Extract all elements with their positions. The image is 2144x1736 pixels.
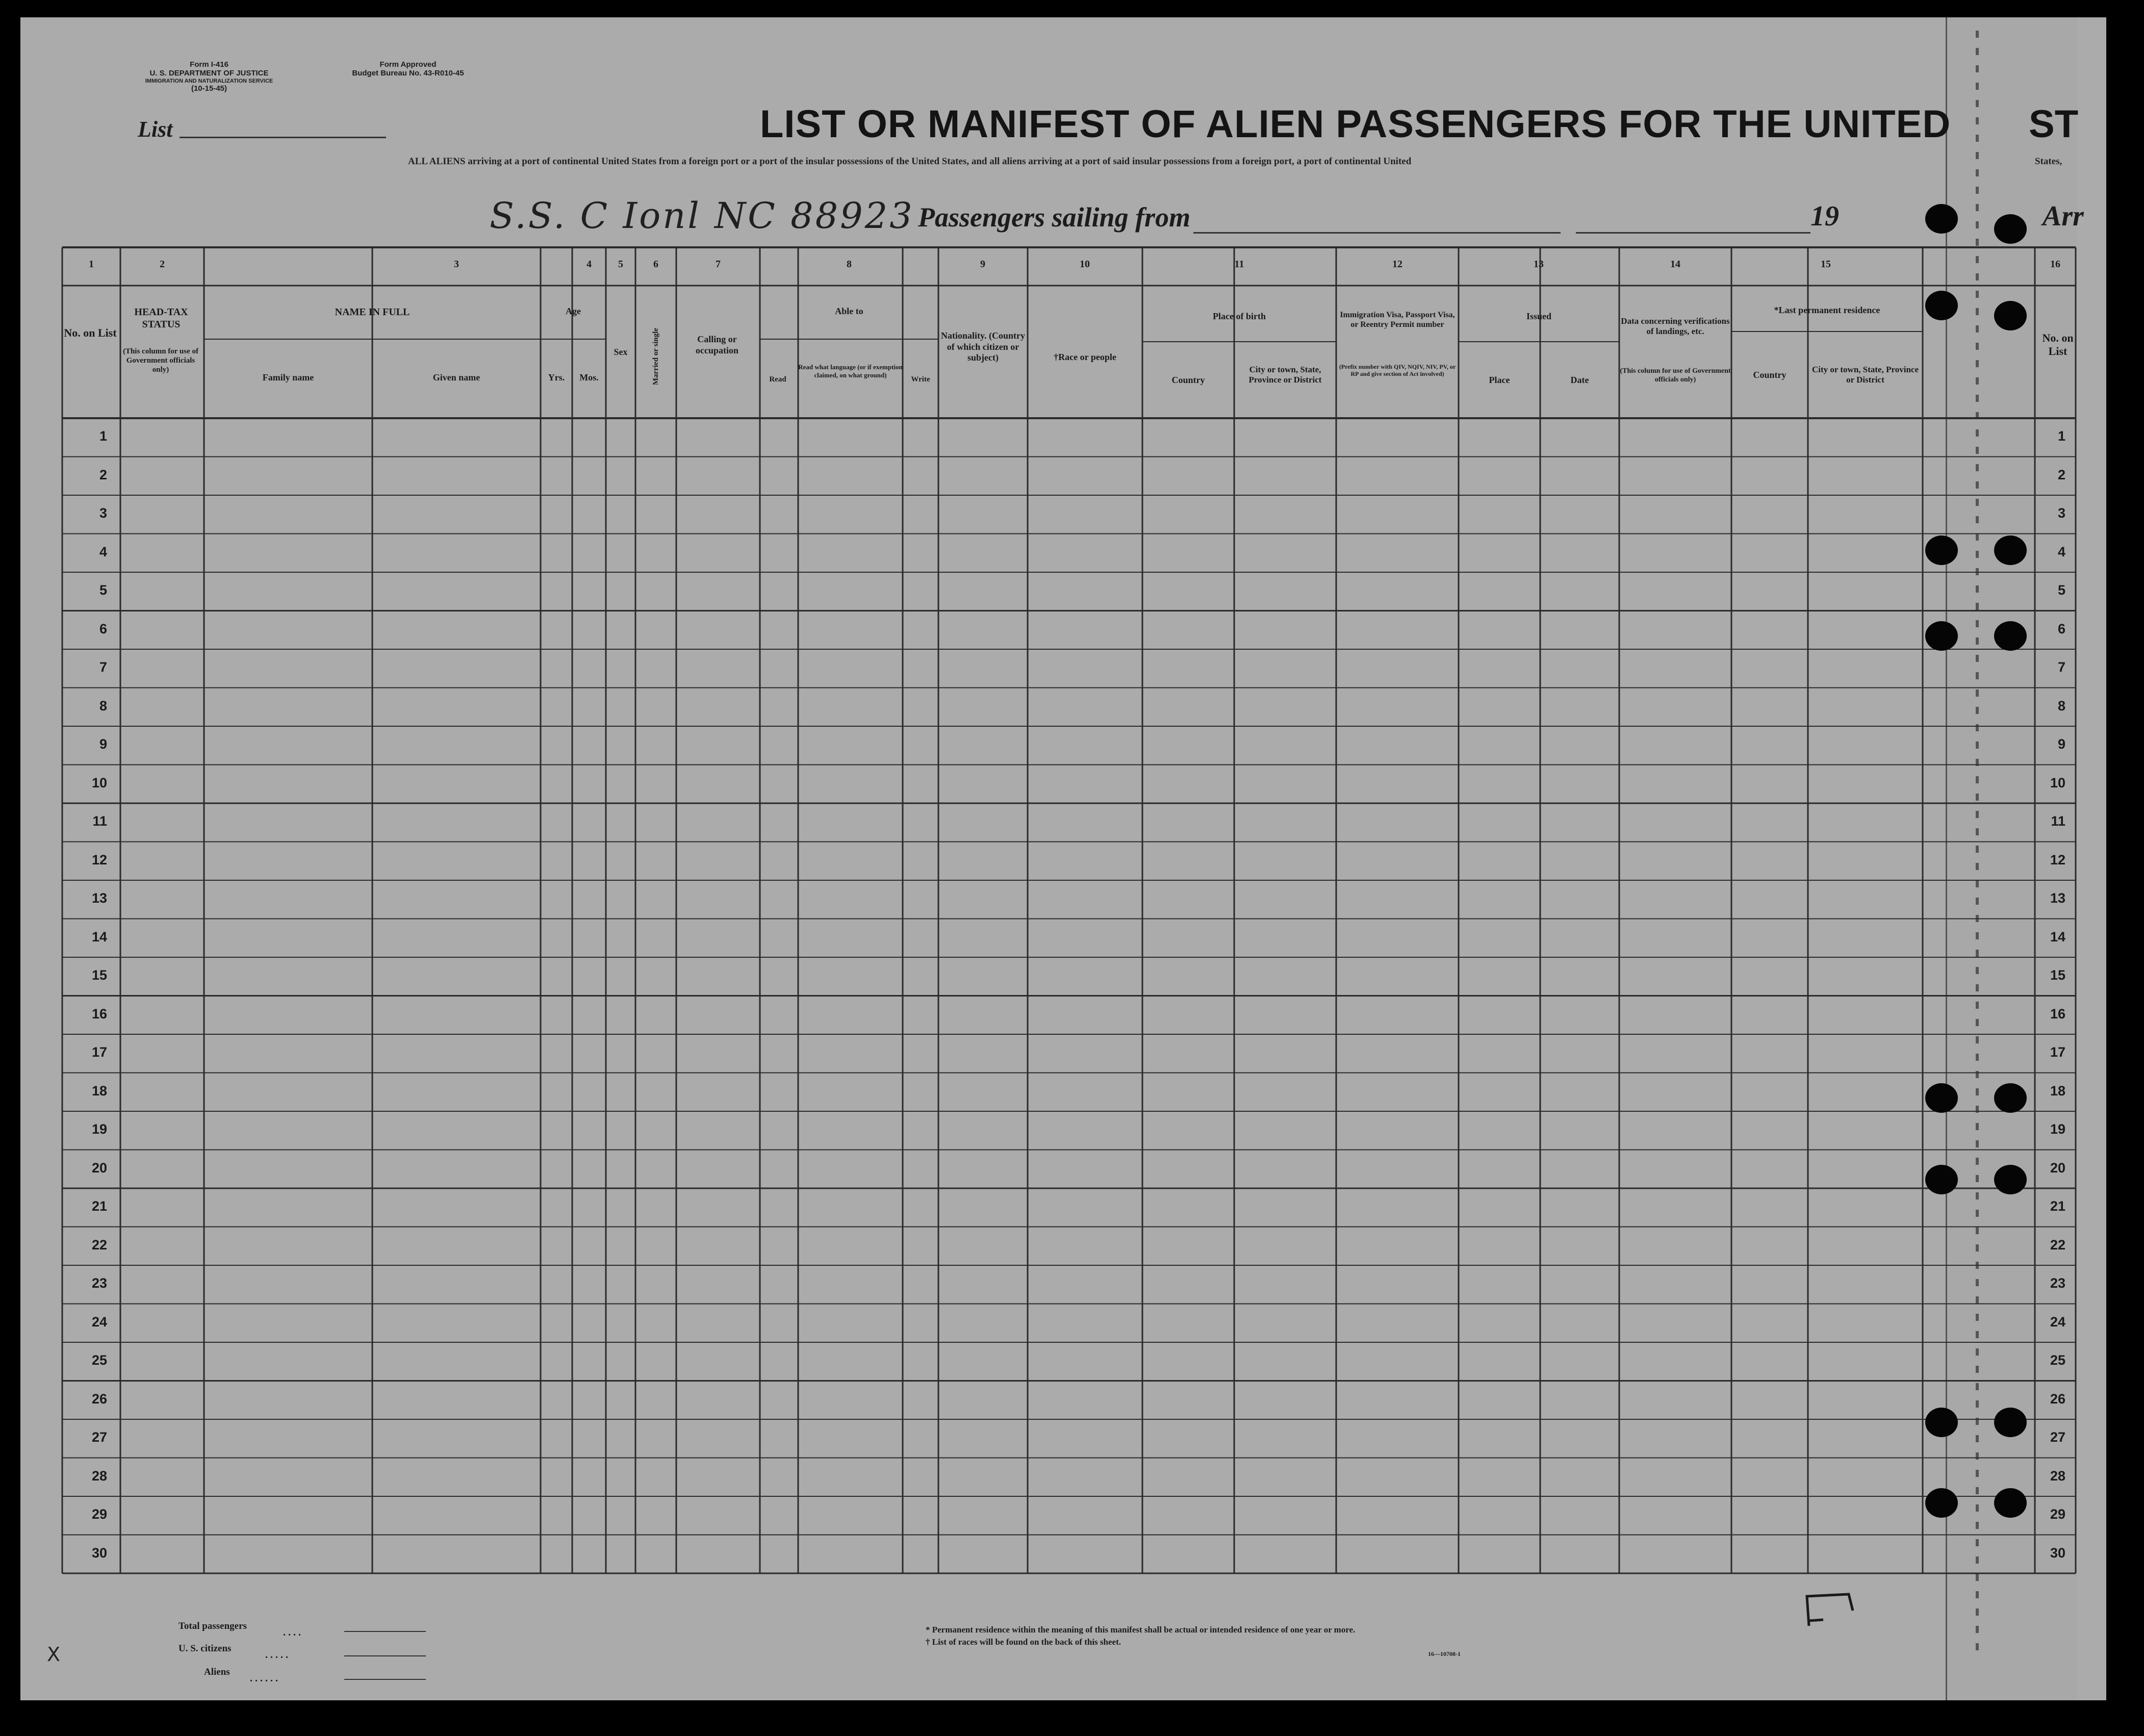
- row-number: 10: [91, 775, 107, 790]
- leader-dots: . . . . .: [265, 1649, 288, 1661]
- row-number: 14: [91, 929, 107, 944]
- row-number-right: 8: [2057, 698, 2065, 713]
- note-permanent-residence: * Permanent residence within the meaning of this manifest shall be actual or intended residence of one year or more.: [926, 1625, 1356, 1635]
- column-number: 10: [1080, 259, 1090, 270]
- row-number: 7: [99, 659, 107, 675]
- header-issued-date: Date: [1570, 375, 1589, 385]
- service-name: IMMIGRATION AND NATURALIZATION SERVICE: [145, 78, 273, 84]
- punch-hole: [1994, 301, 2027, 330]
- punch-hole: [1994, 1408, 2027, 1437]
- row-number-right: 25: [2050, 1352, 2065, 1368]
- header-family-name: Family name: [262, 372, 314, 382]
- row-number-right: 6: [2057, 621, 2065, 636]
- row-number: 15: [91, 967, 107, 983]
- margin-mark: X: [47, 1643, 61, 1666]
- column-number: 4: [586, 259, 592, 270]
- row-number-right: 24: [2050, 1314, 2065, 1330]
- header-given-name: Given name: [432, 372, 480, 382]
- handwritten-mark: [1803, 1590, 1864, 1631]
- us-citizens-label: U. S. citizens: [178, 1643, 232, 1654]
- row-number: 20: [91, 1160, 107, 1176]
- header-birth-country: Country: [1171, 375, 1205, 385]
- row-number-right: 2: [2057, 467, 2065, 482]
- row-number-right: 7: [2057, 659, 2065, 675]
- row-number-right: 27: [2050, 1429, 2065, 1445]
- header-birth-city: City or town, State, Province or District: [1248, 365, 1322, 385]
- row-number: 19: [91, 1121, 107, 1137]
- note-races: † List of races will be found on the back of this sheet.: [926, 1637, 1121, 1647]
- row-number: 30: [91, 1545, 107, 1561]
- row-number-right: 12: [2050, 852, 2065, 867]
- department-name: U. S. DEPARTMENT OF JUSTICE: [149, 69, 269, 78]
- row-number-right: 26: [2050, 1391, 2065, 1407]
- row-number-right: 17: [2050, 1044, 2065, 1060]
- header-visa: Immigration Visa, Passport Visa, or Reentry Permit number: [1340, 311, 1455, 329]
- punch-hole: [1994, 214, 2027, 244]
- header-write: Write: [911, 375, 930, 384]
- arriving-label: Arr: [2043, 200, 2084, 232]
- header-place-of-birth: Place of birth: [1213, 311, 1266, 321]
- punch-hole: [1925, 1488, 1958, 1518]
- row-number-right: 29: [2050, 1507, 2065, 1522]
- row-number-right: 20: [2050, 1160, 2065, 1176]
- header-age: Age: [566, 306, 581, 316]
- row-number: 6: [99, 621, 107, 636]
- row-number-right: 9: [2057, 736, 2065, 752]
- header-no-on-list: No. on List: [64, 326, 117, 339]
- row-number: 18: [91, 1083, 107, 1099]
- row-number: 26: [91, 1391, 107, 1407]
- row-number-right: 21: [2050, 1198, 2065, 1214]
- row-number-right: 16: [2050, 1006, 2065, 1022]
- row-number-right: 11: [2051, 813, 2065, 829]
- punch-hole: [1994, 1165, 2027, 1194]
- row-number: 28: [91, 1468, 107, 1484]
- column-number: 11: [1234, 259, 1244, 270]
- year-label: 19: [1810, 200, 1839, 232]
- column-number: 8: [847, 259, 852, 270]
- print-code: 16—10708-1: [1428, 1650, 1461, 1657]
- header-married-single: Married or single: [652, 327, 660, 386]
- punch-hole: [1994, 621, 2027, 651]
- budget-number: Budget Bureau No. 43-R010-45: [352, 69, 464, 78]
- column-number: 13: [1534, 259, 1544, 270]
- page-title-continued: ST: [2029, 103, 2079, 146]
- punch-hole: [1925, 535, 1958, 565]
- row-number: 24: [91, 1314, 107, 1330]
- approval-text: Form Approved: [379, 60, 437, 69]
- row-number: 16: [91, 1006, 107, 1022]
- column-number: 1: [89, 259, 94, 270]
- aliens-field[interactable]: [344, 1679, 426, 1680]
- row-number: 8: [99, 698, 107, 713]
- row-number-right: 10: [2050, 775, 2065, 790]
- punch-hole: [1925, 204, 1958, 234]
- column-number: 16: [2050, 259, 2060, 270]
- header-read: Read: [769, 375, 786, 384]
- row-number-right: 3: [2057, 505, 2065, 521]
- column-number: 5: [618, 259, 623, 270]
- header-issued: Issued: [1526, 311, 1552, 321]
- header-yrs: Yrs.: [548, 372, 565, 382]
- row-number-right: 1: [2057, 428, 2065, 444]
- column-number: 15: [1821, 259, 1831, 270]
- row-number: 5: [99, 582, 107, 598]
- column-number: 7: [716, 259, 721, 270]
- row-number: 12: [91, 852, 107, 867]
- total-passengers-field[interactable]: [344, 1631, 426, 1632]
- column-number: 3: [454, 259, 459, 270]
- header-landings: Data concerning verifications of landings, etc.: [1621, 316, 1730, 337]
- header-mos: Mos.: [579, 372, 599, 382]
- row-number: 25: [91, 1352, 107, 1368]
- header-name-in-full: NAME IN FULL: [335, 307, 410, 318]
- header-visa-note: (Prefix number with QIV, NQIV, NIV, PV, or RP and give section of Act involved): [1339, 363, 1456, 378]
- leader-dots: . . . . . .: [250, 1673, 278, 1684]
- column-number: 14: [1670, 259, 1680, 270]
- header-nationality: Nationality. (Country of which citizen or subject): [940, 330, 1025, 363]
- header-able-to: Able to: [835, 306, 863, 316]
- column-number: 6: [653, 259, 658, 270]
- total-passengers-label: Total passengers: [178, 1621, 247, 1631]
- row-number-right: 13: [2050, 890, 2065, 906]
- header-residence-city: City or town, State, Province or District: [1811, 365, 1919, 385]
- punch-hole: [1925, 1165, 1958, 1194]
- ship-name-handwritten: S.S. C Ionl NC 88923: [490, 195, 914, 237]
- row-number-right: 30: [2050, 1545, 2065, 1561]
- header-calling: Calling or occupation: [695, 334, 738, 355]
- title-subline: ALL ALIENS arriving at a port of continental United States from a foreign port or a port of the insular possessions of the United States, and all aliens arriving at a port of said insular possessions from a foreign port, a port of continental United: [408, 156, 1412, 167]
- aliens-label: Aliens: [204, 1667, 230, 1677]
- list-label: List: [138, 117, 173, 142]
- header-head-tax-note: (This column for use of Government officials only): [122, 347, 199, 374]
- header-head-tax: HEAD-TAX STATUS: [134, 307, 188, 330]
- punch-hole: [1925, 621, 1958, 651]
- punch-hole: [1994, 1083, 2027, 1113]
- header-race: †Race or people: [1054, 352, 1116, 362]
- page-title: LIST OR MANIFEST OF ALIEN PASSENGERS FOR THE UNITED: [760, 103, 1951, 146]
- column-number: 12: [1392, 259, 1402, 270]
- row-number: 11: [92, 813, 107, 829]
- punch-hole: [1925, 1083, 1958, 1113]
- row-number: 4: [99, 544, 107, 559]
- form-edition: (10-15-45): [191, 84, 227, 93]
- row-number: 13: [91, 890, 107, 906]
- header-last-residence: *Last permanent residence: [1774, 305, 1880, 315]
- header-read-language: Read what language (or if exemption claimed, on what ground): [798, 363, 903, 379]
- row-number-right: 22: [2050, 1237, 2065, 1253]
- row-number: 27: [91, 1429, 107, 1445]
- row-number: 23: [91, 1275, 107, 1291]
- row-number-right: 19: [2050, 1121, 2065, 1137]
- row-number: 1: [99, 428, 107, 444]
- punch-hole: [1925, 291, 1958, 320]
- us-citizens-field[interactable]: [344, 1655, 426, 1656]
- header-issued-place: Place: [1489, 375, 1510, 385]
- row-number-right: 4: [2057, 544, 2065, 559]
- row-number-right: 15: [2050, 967, 2065, 983]
- header-landings-note: (This column for use of Government officials only): [1620, 367, 1731, 384]
- punch-hole: [1925, 1408, 1958, 1437]
- row-number-right: 14: [2050, 929, 2065, 944]
- row-number: 29: [91, 1507, 107, 1522]
- row-number-right: 23: [2050, 1275, 2065, 1291]
- row-number: 9: [99, 736, 107, 752]
- row-number-right: 5: [2057, 582, 2065, 598]
- sailing-label: Passengers sailing from: [918, 202, 1191, 233]
- title-subline-continued: States,: [2035, 156, 2062, 167]
- row-number-right: 28: [2050, 1468, 2065, 1484]
- row-number: 3: [99, 505, 107, 521]
- leader-dots: . . . .: [283, 1627, 301, 1638]
- row-number-right: 18: [2050, 1083, 2065, 1099]
- row-number: 22: [91, 1237, 107, 1253]
- row-number: 2: [99, 467, 107, 482]
- header-residence-country: Country: [1753, 370, 1786, 380]
- row-number: 21: [91, 1198, 107, 1214]
- header-sex: Sex: [614, 347, 628, 357]
- column-number: 2: [160, 259, 165, 270]
- punch-hole: [1994, 1488, 2027, 1518]
- row-number: 17: [91, 1044, 107, 1060]
- column-number: 9: [980, 259, 985, 270]
- punch-hole: [1994, 535, 2027, 565]
- form-number: Form I-416: [190, 60, 228, 69]
- header-no-on-list-right: No. on List: [2042, 331, 2074, 358]
